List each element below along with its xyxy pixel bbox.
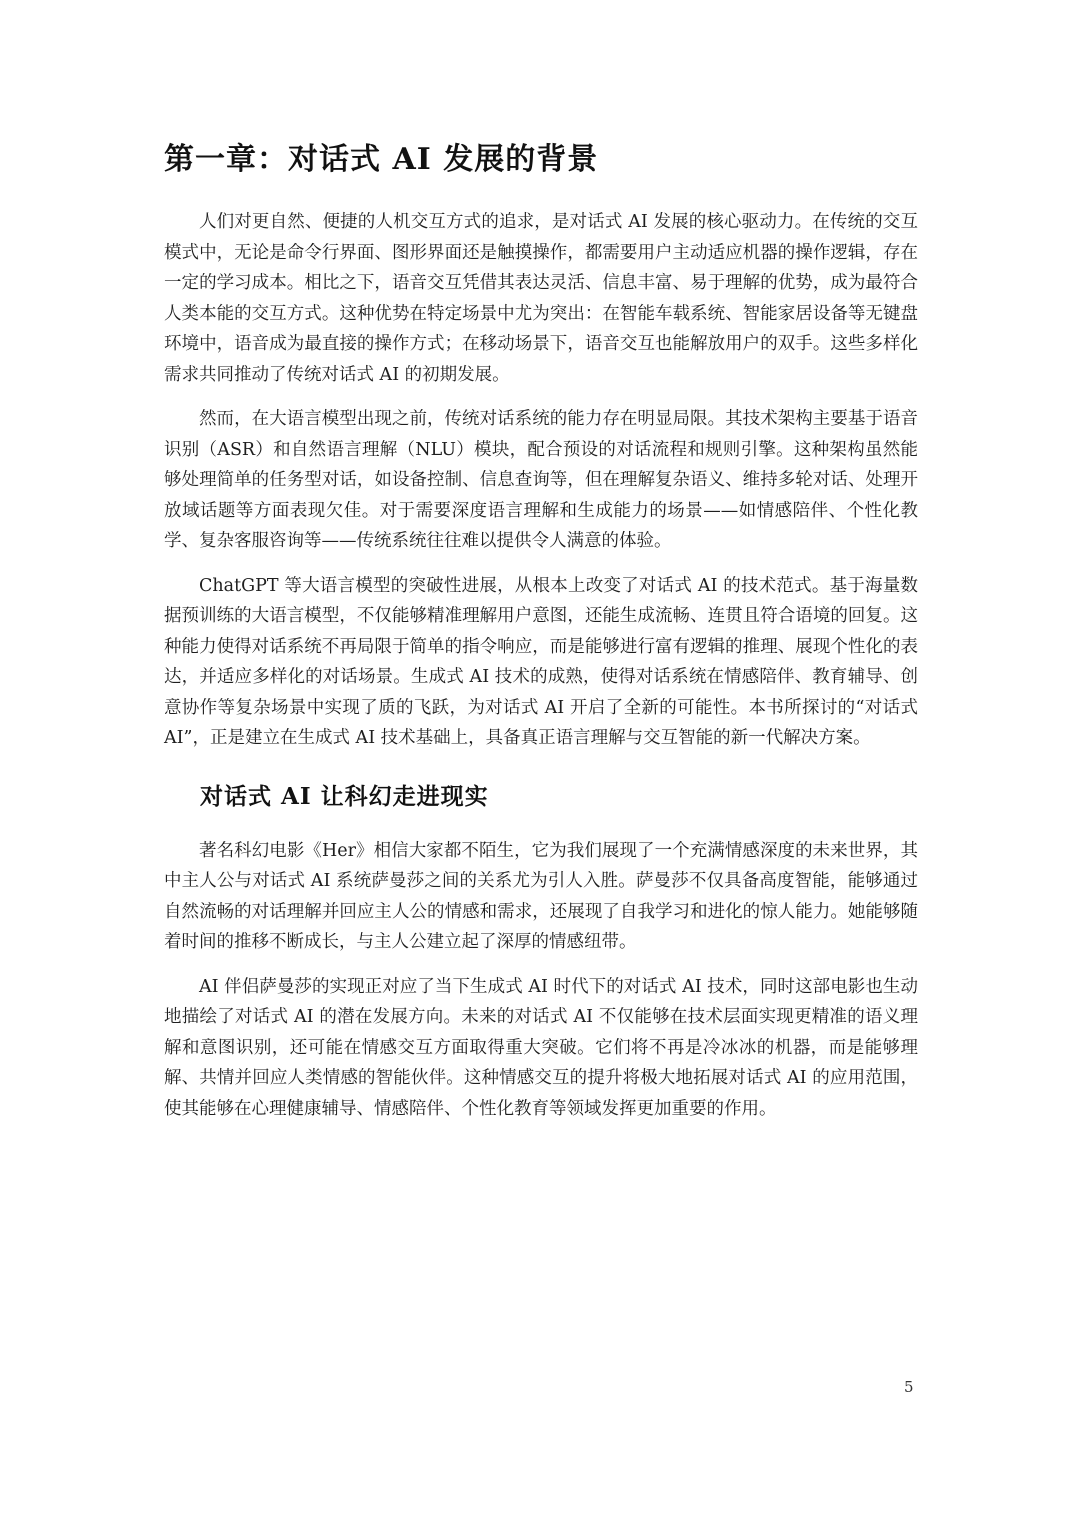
page-content xyxy=(164,138,918,1124)
page-number: 5 xyxy=(904,1378,914,1396)
chapter-title: 第一章：对话式 AI 发展的背景 xyxy=(164,142,599,177)
paragraph: ChatGPT 等大语言模型的突破性进展，从根本上改变了对话式 AI 的技术范式。基于海量数据预训练的大语言模型，不仅能够精准理解用户意图，还能生成流畅、连贯且符合语境的回复。这种能力使得对话系统不再局限于简单的指令响应，而是能够进行富有逻辑的推理、展现个性化的表达，并适应多样化的对话场景。生成式 AI 技术的成熟，使得对话系统在情感陪伴、教育辅导、创意协作等复杂场景中实现了质的飞跃，为对话式 AI 开启了全新的可能性。本书所探讨的“对话式 AI”，正是建立在生成式 AI 技术基础上，具备真正语言理解与交互智能的新一代解决方案。 xyxy=(164,575,918,748)
section-title: 对话式 AI 让科幻走进现实 xyxy=(200,782,489,810)
paragraph: 人们对更自然、便捷的人机交互方式的追求，是对话式 AI 发展的核心驱动力。在传统的交互模式中，无论是命令行界面、图形界面还是触摸操作，都需要用户主动适应机器的操作逻辑，存在一定的学习成本。相比之下，语音交互凭借其表达灵活、信息丰富、易于理解的优势，成为最符合人类本能的交互方式。这种优势在特定场景中尤为突出：在智能车载系统、智能家居设备等无键盘环境中，语音成为最直接的操作方式；在移动场景下，语音交互也能解放用户的双手。这些多样化需求共同推动了传统对话式 AI 的初期发展。 xyxy=(164,212,918,385)
paragraph: 然而，在大语言模型出现之前，传统对话系统的能力存在明显局限。其技术架构主要基于语音识别（ASR）和自然语言理解（NLU）模块，配合预设的对话流程和规则引擎。这种架构虽然能够处理简单的任务型对话，如设备控制、信息查询等，但在理解复杂语义、维持多轮对话、处理开放域话题等方面表现欠佳。对于需要深度语言理解和生成能力的场景——如情感陪伴、个性化教学、复杂客服咨询等——传统系统往往难以提供令人满意的体验。 xyxy=(164,409,918,551)
paragraph: AI 伴侣萨曼莎的实现正对应了当下生成式 AI 时代下的对话式 AI 技术，同时这部电影也生动地描绘了对话式 AI 的潜在发展方向。未来的对话式 AI 不仅能够在技术层面实现更精准的语义理解和意图识别，还可能在情感交互方面取得重大突破。它们将不再是冷冰冰的机器，而是能够理解、共情并回应人类情感的智能伙伴。这种情感交互的提升将极大地拓展对话式 AI 的应用范围，使其能够在心理健康辅导、情感陪伴、个性化教育等领域发挥更加重要的作用。 xyxy=(164,976,918,1119)
paragraph: 著名科幻电影《Her》相信大家都不陌生，它为我们展现了一个充满情感深度的未来世界，其中主人公与对话式 AI 系统萨曼莎之间的关系尤为引人入胜。萨曼莎不仅具备高度智能，能够通过自然流畅的对话理解并回应主人公的情感和需求，还展现了自我学习和进化的惊人能力。她能够随着时间的推移不断成长，与主人公建立起了深厚的情感纽带。 xyxy=(164,840,918,952)
